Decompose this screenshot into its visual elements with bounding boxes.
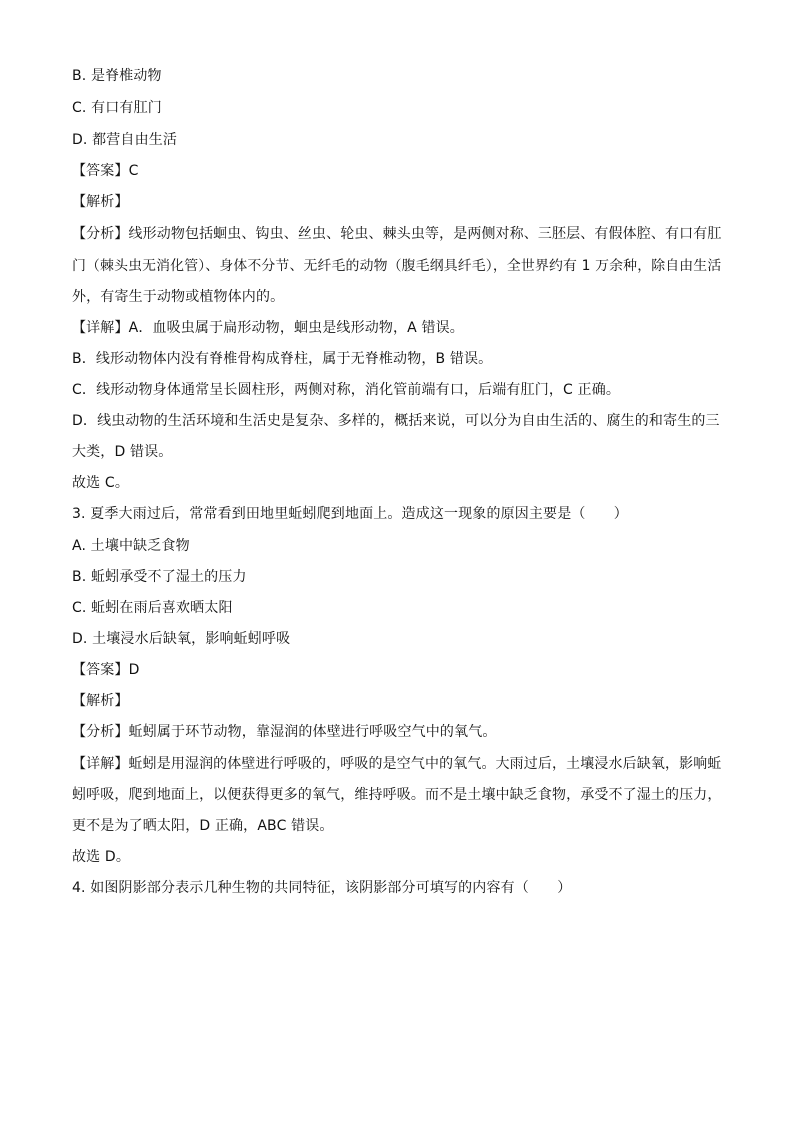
q3-answer-line: 【答案】D	[72, 662, 140, 678]
option-d: D. 都营自由生活	[72, 132, 178, 148]
q3-detail-line-3: 更不是为了晒太阳，D 正确，ABC 错误。	[72, 818, 334, 834]
analysis-line-3: 外，有寄生于动物或植物体内的。	[72, 289, 285, 305]
analysis-line-2: 门（棘头虫无消化管）、身体不分节、无纤毛的动物（腹毛纲具纤毛），全世界约有 1 万余种，除自由生活	[72, 258, 722, 274]
conclusion-line: 故选 C。	[72, 475, 129, 491]
q3-detail-line-1: 【详解】蚯蚓是用湿润的体壁进行呼吸的，呼吸的是空气中的氧气。大雨过后，土壤浸水后缺氧，影响蚯	[72, 756, 722, 772]
q3-analysis-line: 【分析】蚯蚓属于环节动物，靠湿润的体壁进行呼吸空气中的氧气。	[72, 724, 497, 740]
q3-explanation-heading: 【解析】	[72, 693, 129, 709]
question-3: 3. 夏季大雨过后，常常看到田地里蚯蚓爬到地面上。造成这一现象的原因主要是（ ）	[72, 506, 628, 522]
q3-option-a: A. 土壤中缺乏食物	[72, 538, 190, 554]
answer-line: 【答案】C	[72, 163, 139, 179]
q3-option-d: D. 土壤浸水后缺氧，影响蚯蚓呼吸	[72, 631, 291, 647]
detail-line-d-2: 大类，D 错误。	[72, 444, 173, 460]
q3-conclusion-line: 故选 D。	[72, 849, 130, 865]
analysis-line-1: 【分析】线形动物包括蛔虫、钩虫、丝虫、轮虫、棘头虫等，是两侧对称、三胚层、有假体腔、有口有肛	[72, 226, 722, 242]
option-c: C. 有口有肛门	[72, 100, 162, 116]
explanation-heading: 【解析】	[72, 194, 129, 210]
detail-line-b: B．线形动物体内没有脊椎骨构成脊柱，属于无脊椎动物，B 错误。	[72, 351, 493, 367]
q3-detail-line-2: 蚓呼吸，爬到地面上，以便获得更多的氧气，维持呼吸。而不是土壤中缺乏食物，承受不了湿土的压力，	[72, 787, 722, 803]
detail-line-a: 【详解】A．血吸虫属于扁形动物，蛔虫是线形动物，A 错误。	[72, 320, 464, 336]
option-b: B. 是脊椎动物	[72, 68, 162, 84]
q3-option-b: B. 蚯蚓承受不了湿土的压力	[72, 569, 247, 585]
detail-line-c: C．线形动物身体通常呈长圆柱形，两侧对称，消化管前端有口，后端有肛门，C 正确。	[72, 382, 620, 398]
detail-line-d-1: D．线虫动物的生活环境和生活史是复杂、多样的，概括来说，可以分为自由生活的、腐生的和寄生的三	[72, 413, 720, 429]
q3-option-c: C. 蚯蚓在雨后喜欢晒太阳	[72, 600, 233, 616]
question-4: 4. 如图阴影部分表示几种生物的共同特征，该阴影部分可填写的内容有（ ）	[72, 880, 572, 896]
